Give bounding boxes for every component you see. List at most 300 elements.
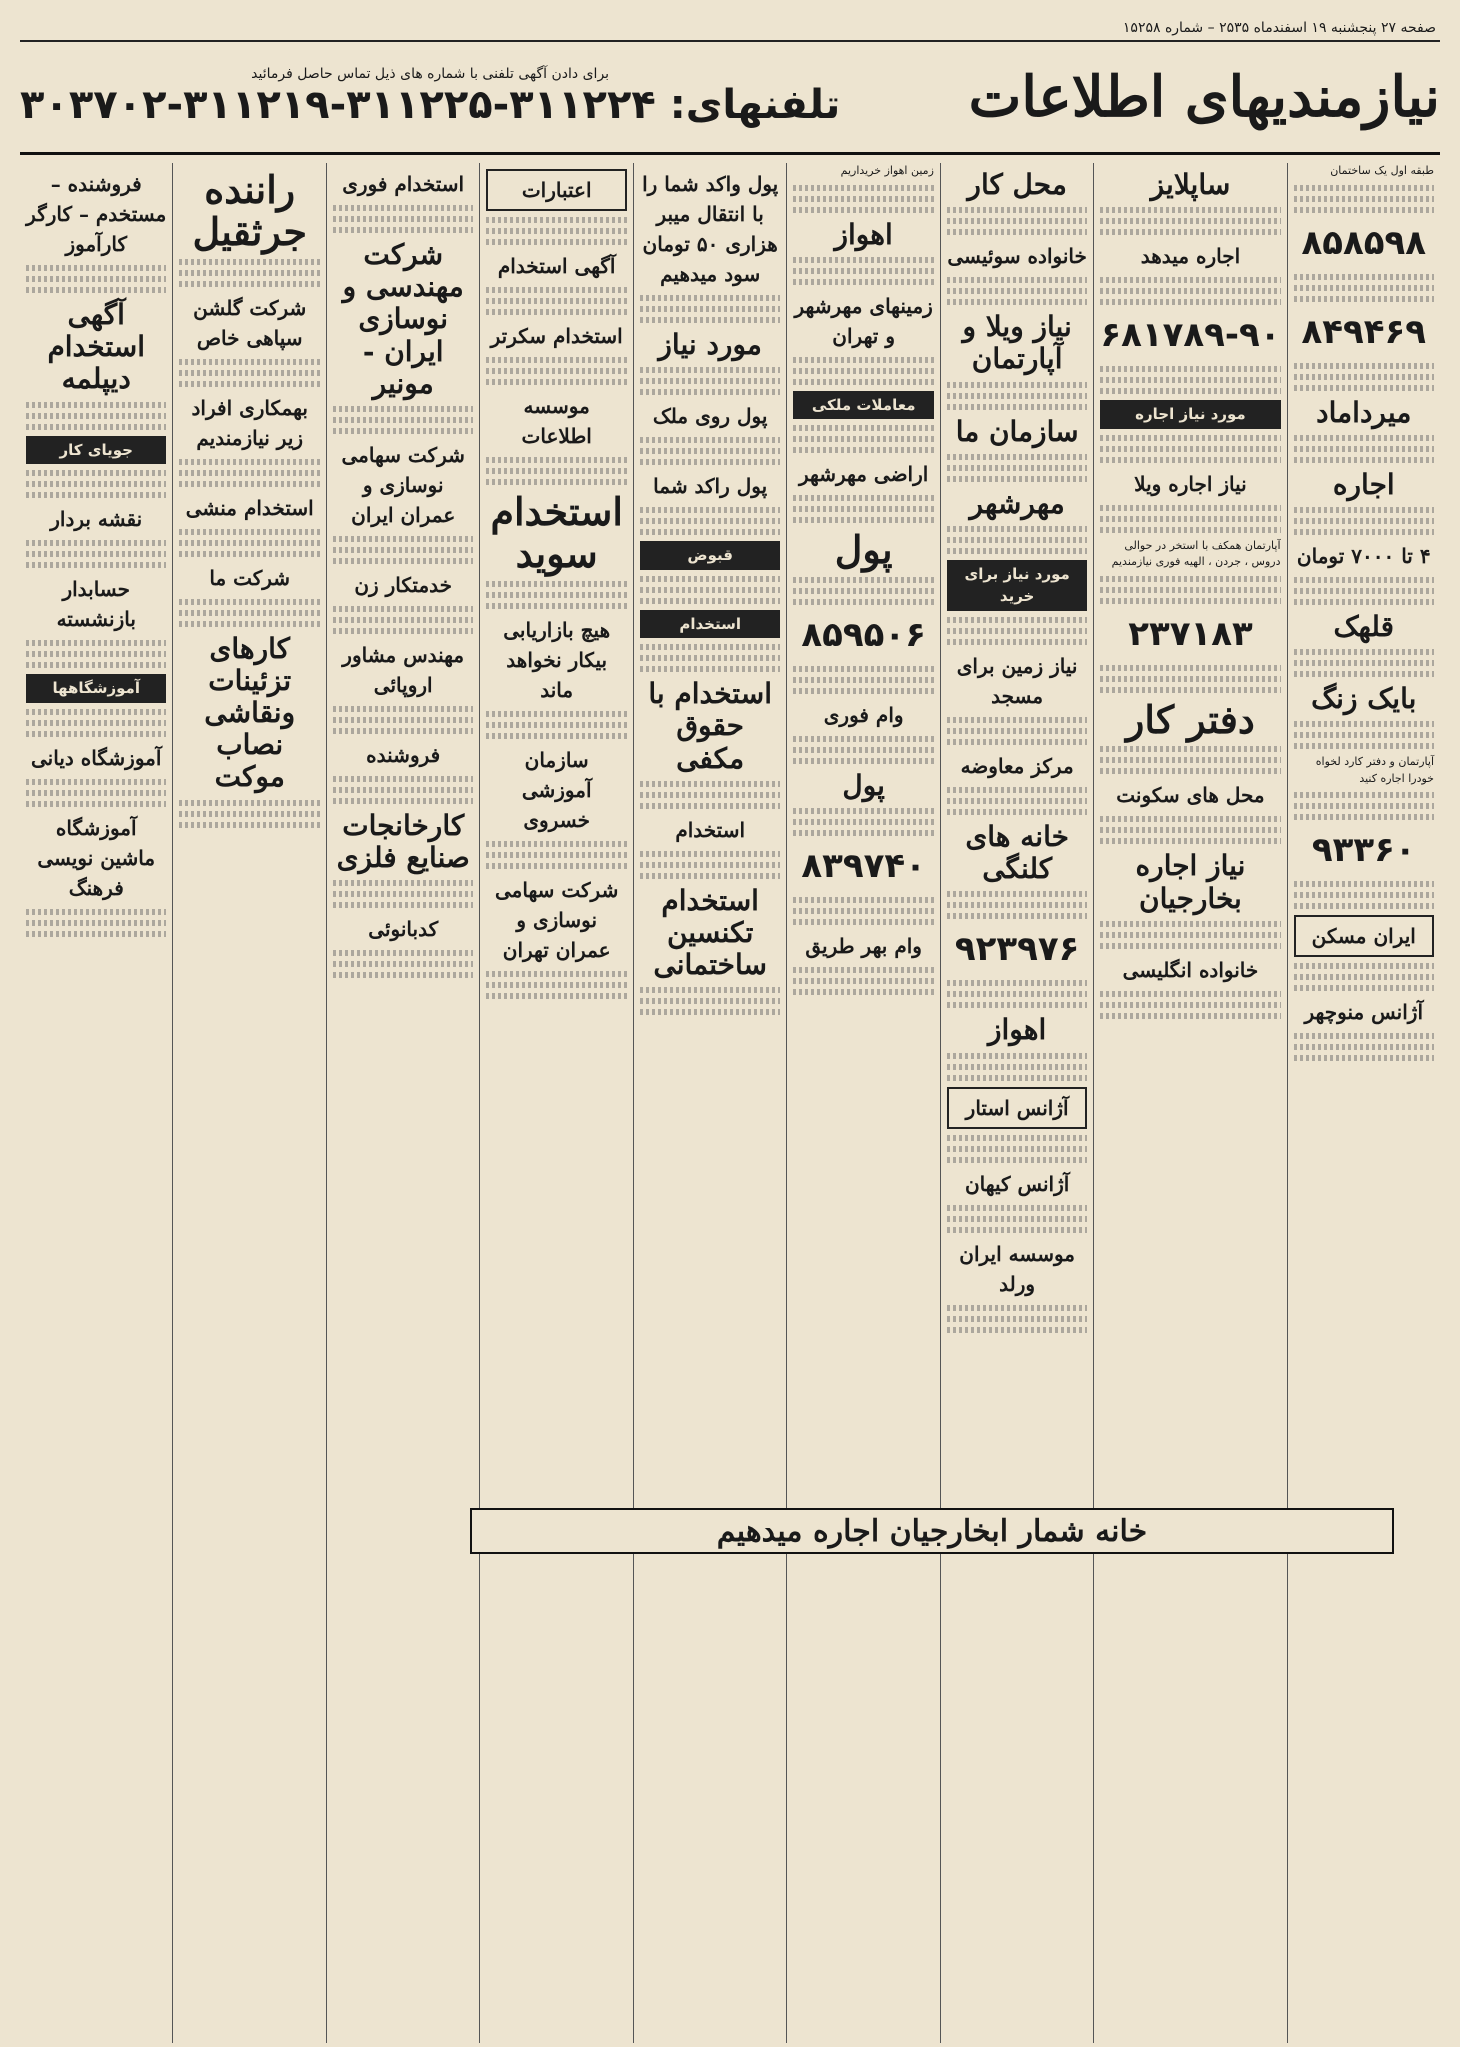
ad-text-line [1294,732,1434,738]
ad-text-line [640,655,780,661]
ad-text-line [793,517,933,523]
classified-inv: قبوض [640,541,780,570]
ad-text-line [1294,792,1434,798]
classified-inv: معاملات ملکی [793,391,933,420]
ad-text-line [1100,598,1280,604]
section-title: نیازمندیهای اطلاعات [968,64,1440,130]
ad-text-line [1100,943,1280,949]
ad-text-line [947,548,1087,554]
ad-text-line [947,728,1087,734]
ad-text-line [333,717,473,723]
classified-h3: خانواده سوئیسی [947,244,1087,269]
ad-text-line [1100,676,1280,682]
ad-text-line [1294,518,1434,524]
ad-text-line [179,621,319,627]
ad-text-line [333,902,473,908]
classified-inv: مورد نیاز برای خرید [947,560,1087,611]
classified-h2: استخدام با حقوق مکفی [648,677,772,775]
ad-text-line [947,717,1087,723]
ad-text-line [1294,649,1434,655]
ad-text-line [640,666,780,672]
ad-text-line [1100,388,1280,394]
classified-h3: نقشه بردار [50,507,143,532]
classified-num: ۸۳۹۷۴۰ [801,846,926,887]
ad-text-line [793,257,933,263]
ad-text-line [640,295,780,301]
ad-text-line [947,218,1087,224]
ad-text-line [486,603,626,609]
ad-text-line [486,852,626,858]
classified-h3: آگهی استخدام [497,254,616,278]
ad-text-line [333,628,473,634]
ad-text-line [26,540,166,546]
ad-text-line [1294,207,1434,213]
ad-text-line [333,950,473,956]
ad-text-line [26,481,166,487]
ad-text-line [793,279,933,285]
ad-text-line [26,790,166,796]
classified-h2: کارهای تزئینات ونقاشی نصاب موکت [204,631,296,794]
ad-text-line [947,617,1087,623]
ad-text-line [26,920,166,926]
ad-text-line [640,998,780,1004]
ad-text-line [333,428,473,434]
ad-text-line [1294,903,1434,909]
classified-h2: پول [842,768,885,802]
classified-box: آژانس استار [947,1087,1087,1129]
ad-text-line [947,639,1087,645]
ad-text-line [179,822,319,828]
ad-text-line [333,558,473,564]
rental-banner: خانه شمار ابخارجیان اجاره میدهیم [470,1508,1394,1554]
ad-text-line [1100,299,1280,305]
ad-column [172,163,325,2043]
ad-text-line [486,863,626,869]
classified-num: ۶۸۱۷۸۹-۹۰ [1100,315,1281,356]
classified-h3: وام بهر طریق [805,934,922,959]
ad-text-line [793,447,933,453]
ad-text-line [179,599,319,605]
ad-text-line [947,891,1087,897]
classified-h1: استخدام سوید [490,489,623,576]
ad-text-line [26,720,166,726]
ad-text-line [947,207,1087,213]
ad-text-line [179,551,319,557]
ad-column [940,163,1093,2043]
classified-h1: پول [834,527,893,573]
ad-text-line [640,507,780,513]
classified-text: زمین اهواز خریداریم [840,164,934,177]
ad-text-line [793,688,933,694]
ad-text-line [1100,932,1280,938]
ad-text-line [947,1157,1087,1163]
ad-text-line [179,459,319,465]
ad-text-line [179,800,319,806]
ad-text-line [640,378,780,384]
ad-text-line [179,540,319,546]
ad-text-line [26,709,166,715]
classified-h3: فروشنده [366,742,441,767]
classified-h2: آگهی استخدام دیپلمه [47,298,146,396]
ad-text-line [333,972,473,978]
ad-text-line [1100,516,1280,522]
classified-inv: جویای کار [26,436,166,465]
classified-h2: ساپلایز [1150,168,1231,201]
classified-h2: بایک زنگ [1311,682,1417,716]
ad-text-line [1100,1013,1280,1019]
ad-text-line [179,359,319,365]
classified-h2: مهرشهر [969,486,1065,520]
classified-h2: سازمان ما [955,414,1079,448]
ad-text-line [179,529,319,535]
ad-text-line [486,239,626,245]
ad-text-line [26,492,166,498]
ad-text-line [947,1135,1087,1141]
classified-num: ۸۵۸۵۹۸ [1301,222,1427,263]
ad-text-line [640,851,780,857]
classified-h3: شرکت گلشن سپاهی خاص [193,295,307,350]
ad-text-line [947,739,1087,745]
ad-text-line [640,862,780,868]
ad-text-line [1294,892,1434,898]
ad-text-line [947,382,1087,388]
classified-h3: فروشنده – مستخدم – کارگر کارآموز [26,172,167,256]
ad-text-line [793,978,933,984]
ad-text-line [26,470,166,476]
ad-text-line [486,581,626,587]
ad-text-line [1294,185,1434,191]
ad-text-line [333,417,473,423]
classified-h2: محل کار [967,168,1067,201]
ad-text-line [947,1327,1087,1333]
ad-text-line [1294,881,1434,887]
ad-text-line [640,448,780,454]
classified-box: ایران مسکن [1294,915,1434,957]
ad-text-line [793,736,933,742]
ad-text-line [640,389,780,395]
ad-text-line [179,811,319,817]
ad-text-line [1294,985,1434,991]
classified-h3: بهمکاری افراد زیر نیازمندیم [191,395,308,450]
ad-text-line [1294,374,1434,380]
ad-text-line [333,787,473,793]
classified-h2: خانه های کلنگی [965,819,1069,886]
classified-h3: موسسه اطلاعات [521,394,592,448]
ad-text-line [947,299,1087,305]
classified-inv: آموزشگاهها [26,674,166,703]
classified-h3: اجاره میدهد [1140,244,1241,269]
ad-columns [20,163,1440,2043]
ad-text-line [333,216,473,222]
ad-text-line [640,644,780,650]
ad-text-line [1100,446,1280,452]
ad-text-line [486,217,626,223]
ad-text-line [333,227,473,233]
ad-text-line [947,1064,1087,1070]
ad-text-line [640,987,780,993]
classified-h3: مرکز معاوضه [960,753,1074,778]
ad-text-line [333,776,473,782]
ad-text-line [26,640,166,646]
ad-text-line [947,229,1087,235]
ad-column [479,163,632,2043]
classified-text: آپارتمان و دفتر کارد لخواه خودرا اجاره کنید [1315,755,1434,785]
ad-text-line [333,547,473,553]
ad-text-line [947,1075,1087,1081]
ad-column [1093,163,1286,2043]
classified-h3: پول واکد شما را با انتقال میبر هزاری ۵۰ تومان سود میدهیم [642,172,779,286]
classified-h3: اراضی مهرشهر [798,462,929,487]
ad-text-line [947,1227,1087,1233]
ad-text-line [947,465,1087,471]
ad-text-line [26,287,166,293]
ad-text-line [26,413,166,419]
ad-text-line [793,368,933,374]
ad-text-line [947,288,1087,294]
ad-text-line [1294,446,1434,452]
ad-text-line [1294,435,1434,441]
ad-text-line [486,309,626,315]
ad-text-line [26,801,166,807]
ad-text-line [333,406,473,412]
ad-text-line [640,437,780,443]
ad-text-line [793,666,933,672]
ad-text-line [793,808,933,814]
page-line [20,20,1440,42]
ad-text-line [947,1216,1087,1222]
ad-text-line [26,779,166,785]
classified-h1: راننده جرثقیل [192,167,307,254]
ad-text-line [947,1053,1087,1059]
ad-text-line [486,357,626,363]
ad-text-line [640,1009,780,1015]
ad-text-line [486,287,626,293]
ad-text-line [486,733,626,739]
page-line-text: صفحه ۲۷ پنجشنبه ۱۹ اسفندماه ۲۵۳۵ – شماره ۱۵۲۵۸ [1122,20,1436,36]
classified-h3: کدبانوئی [368,917,439,942]
ad-text-line [947,476,1087,482]
classified-h2: اهواز [834,217,893,251]
ad-text-line [1294,1044,1434,1050]
ad-text-line [947,1205,1087,1211]
ad-text-line [1100,816,1280,822]
ad-text-line [1294,296,1434,302]
ad-text-line [793,495,933,501]
ad-text-line [1294,814,1434,820]
ad-text-line [1100,288,1280,294]
ad-text-line [26,276,166,282]
ad-text-line [1100,991,1280,997]
ad-text-line [1294,1055,1434,1061]
ad-text-line [947,913,1087,919]
ad-text-line [1100,229,1280,235]
classified-h3: آموزشگاه دیانی [31,745,162,770]
classified-h3: استخدام سکرتر [490,324,623,348]
ad-text-line [793,830,933,836]
ad-text-line [333,798,473,804]
ad-text-line [1294,963,1434,969]
classified-h3: خدمتکار زن [354,572,453,597]
ad-text-line [1100,687,1280,693]
classified-inv: مورد نیاز اجاره [1100,400,1280,429]
ad-text-line [1294,274,1434,280]
classified-h2: شرکت مهندسی و نوسازی ایران - مونیر [342,238,464,400]
ad-text-line [640,317,780,323]
ad-text-line [640,459,780,465]
classified-h3: استخدام منشی [185,495,314,520]
classified-h2: میرداماد [1316,395,1412,429]
ad-text-line [26,562,166,568]
ad-text-line [640,529,780,535]
ad-text-line [179,270,319,276]
ad-text-line [26,931,166,937]
ad-text-line [1294,588,1434,594]
ad-text-line [793,588,933,594]
ad-column [20,163,172,2043]
ad-text-line [333,617,473,623]
classified-num: ۹۳۳۶۰ [1311,830,1416,871]
classified-inv: استخدام [640,610,780,639]
ad-text-line [947,787,1087,793]
ad-text-line [947,526,1087,532]
ad-text-line [26,731,166,737]
ad-text-line [1294,285,1434,291]
ad-text-line [26,909,166,915]
classified-h3: آژانس منوچهر [1304,1000,1423,1025]
classified-num: ۸۵۹۵۰۶ [801,614,926,655]
ad-text-line [793,185,933,191]
ad-text-line [1294,457,1434,463]
classified-h3: نیاز زمین برای مسجد [956,653,1078,708]
ad-text-line [640,598,780,604]
ad-text-line [486,982,626,988]
ad-text-line [26,662,166,668]
ad-text-line [333,205,473,211]
ad-text-line [1100,527,1280,533]
ad-text-line [640,873,780,879]
ad-text-line [1294,974,1434,980]
ad-column [786,163,939,2043]
ad-text-line [793,967,933,973]
ad-text-line [486,971,626,977]
ad-text-line [26,424,166,430]
ad-text-line [1294,529,1434,535]
ad-text-line [793,919,933,925]
classified-h3: استخدام [675,817,746,842]
ad-text-line [1100,218,1280,224]
ad-text-line [947,277,1087,283]
ad-text-line [26,551,166,557]
ad-text-line [1100,366,1280,372]
ad-text-line [1100,746,1280,752]
ad-text-line [26,402,166,408]
ad-text-line [640,306,780,312]
phones-numbers: تلفنهای: ۳۱۱۲۲۴-۳۱۱۲۲۵-۳۱۱۲۱۹-۳۰۳۷۰۲ [20,82,841,128]
ad-text-line [333,961,473,967]
classified-h2: کارخانجات صنایع فلزی [336,808,470,875]
ad-text-line [947,980,1087,986]
ad-text-line [640,792,780,798]
classified-h2: اجاره [1332,467,1395,501]
ad-text-line [486,993,626,999]
ad-text-line [793,747,933,753]
ad-text-line [486,722,626,728]
ad-text-line [486,379,626,385]
ad-text-line [793,758,933,764]
ad-text-line [1294,196,1434,202]
ad-text-line [947,902,1087,908]
ad-text-line [793,506,933,512]
ad-text-line [1294,721,1434,727]
ad-text-line [1100,576,1280,582]
ad-column [633,163,786,2043]
ad-text-line [1100,838,1280,844]
phones-caption: برای دادن آگهی تلفنی با شماره های ذیل تماس حاصل فرمائید [251,66,610,82]
classified-h2: اهواز [987,1013,1047,1047]
ad-text-line [947,537,1087,543]
ad-text-line [333,706,473,712]
classified-text: آپارتمان همکف با استخر در حوالی دروس ، جردن ، الهیه فوری نیازمندیم [1111,538,1281,569]
ad-text-line [486,841,626,847]
classified-h3: شرکت ما [209,565,291,590]
ad-text-line [793,908,933,914]
ad-text-line [333,536,473,542]
ad-text-line [1100,377,1280,383]
ad-column [1287,163,1440,2043]
classified-h3: وام فوری [823,702,904,727]
ad-text-line [1294,671,1434,677]
classified-h3: ۴ تا ۷۰۰۰ تومان [1296,543,1431,568]
ad-text-line [793,989,933,995]
classified-h1: دفتر کار [1126,696,1255,742]
ad-text-line [1100,768,1280,774]
classified-h3: هیچ بازاریابی بیکار نخواهد ماند [503,617,611,702]
masthead [20,42,1440,155]
ad-text-line [640,587,780,593]
ad-text-line [1294,743,1434,749]
classified-text: طبقه اول یک ساختمان [1330,164,1434,177]
ad-text-line [486,468,626,474]
ad-text-line [1100,1002,1280,1008]
ad-text-line [179,470,319,476]
ad-text-line [947,1146,1087,1152]
classified-h3: شرکت سهامی نوسازی و عمران ایران [341,442,465,527]
ad-text-line [947,809,1087,815]
classified-num: ۸۴۹۴۶۹ [1301,311,1427,352]
classified-h3: پول روی ملک [652,404,768,429]
ad-text-line [947,393,1087,399]
ad-text-line [333,880,473,886]
ad-text-line [947,454,1087,460]
classified-h2: استخدام تکنسین ساختمانی [653,883,767,982]
ad-text-line [793,207,933,213]
ad-text-line [1100,921,1280,927]
ad-text-line [179,259,319,265]
ad-text-line [333,606,473,612]
ad-text-line [486,479,626,485]
ad-text-line [486,228,626,234]
ad-text-line [640,576,780,582]
ad-text-line [793,577,933,583]
ad-text-line [1294,507,1434,513]
ad-text-line [640,518,780,524]
classified-num: ۹۲۳۹۷۶ [954,929,1080,970]
classified-h3: نیاز اجاره ویلا [1134,471,1247,496]
classified-num: ۲۳۷۱۸۳ [1128,613,1253,654]
ad-text-line [793,379,933,385]
ad-text-line [640,803,780,809]
classified-h3: موسسه ایران ورلد [959,1241,1075,1296]
